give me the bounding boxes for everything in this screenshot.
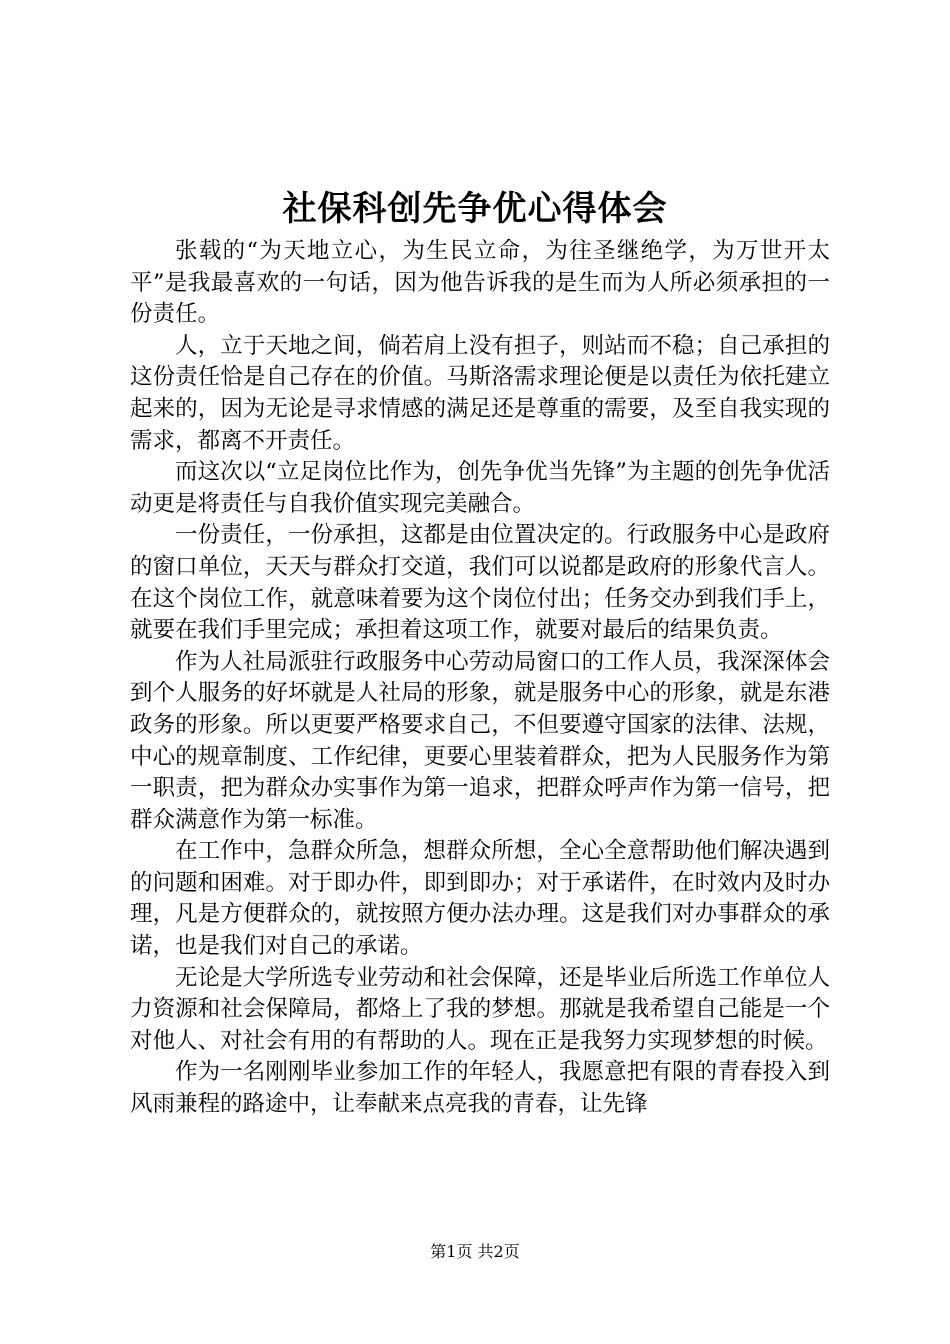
paragraph: 而这次以“立足岗位比作为，创先争优当先锋”为主题的创先争优活动更是将责任与自我价值实现完美融合。	[130, 459, 830, 517]
document-title: 社保科创先争优心得体会	[282, 189, 668, 229]
paragraph: 作为一名刚刚毕业参加工作的年轻人，我愿意把有限的青春投入到风雨兼程的路途中，让奉献来点亮我的青春，让先锋	[130, 1059, 830, 1118]
paragraph: 张载的“为天地立心，为生民立命，为往圣继绝学，为万世开太平”是我最喜欢的一句话，因为他告诉我的是生而为人所必须承担的一份责任。	[130, 238, 830, 328]
document-body	[130, 236, 830, 1121]
paragraph: 在工作中，急群众所急，想群众所想，全心全意帮助他们解决遇到的问题和困难。对于即办件，即到即办；对于承诺件，在时效内及时办理，凡是方便群众的，就按照方便办法办理。这是我们对办事群众的承诺，也是我们对自己的承诺。	[130, 838, 830, 960]
paragraph: 作为人社局派驻行政服务中心劳动局窗口的工作人员，我深深体会到个人服务的好坏就是人社局的形象，就是服务中心的形象，就是东港政务的形象。所以更要严格要求自己，不但要遵守国家的法律、法规，中心的规章制度、工作纪律，更要心里装着群众，把为人民服务作为第一职责，把为群众办实事作为第一追求，把群众呼声作为第一信号，把群众满意作为第一标准。	[130, 648, 830, 833]
paragraph: 人，立于天地之间，倘若肩上没有担子，则站而不稳；自己承担的这份责任恰是自己存在的价值。马斯洛需求理论便是以责任为依托建立起来的，因为无论是寻求情感的满足还是尊重的需要，及至自我实现的需求，都离不开责任。	[130, 332, 830, 454]
paragraph: 一份责任，一份承担，这都是由位置决定的。行政服务中心是政府的窗口单位，天天与群众打交道，我们可以说都是政府的形象代言人。在这个岗位工作，就意味着要为这个岗位付出；任务交办到我们手上，就要在我们手里完成；承担着这项工作，就要对最后的结果负责。	[130, 522, 830, 644]
paragraph: 无论是大学所选专业劳动和社会保障，还是毕业后所选工作单位人力资源和社会保障局，都烙上了我的梦想。那就是我希望自己能是一个对他人、对社会有用的有帮助的人。现在正是我努力实现梦想的时候。	[130, 964, 830, 1054]
page-number-footer: 第1页 共2页	[430, 1242, 520, 1261]
